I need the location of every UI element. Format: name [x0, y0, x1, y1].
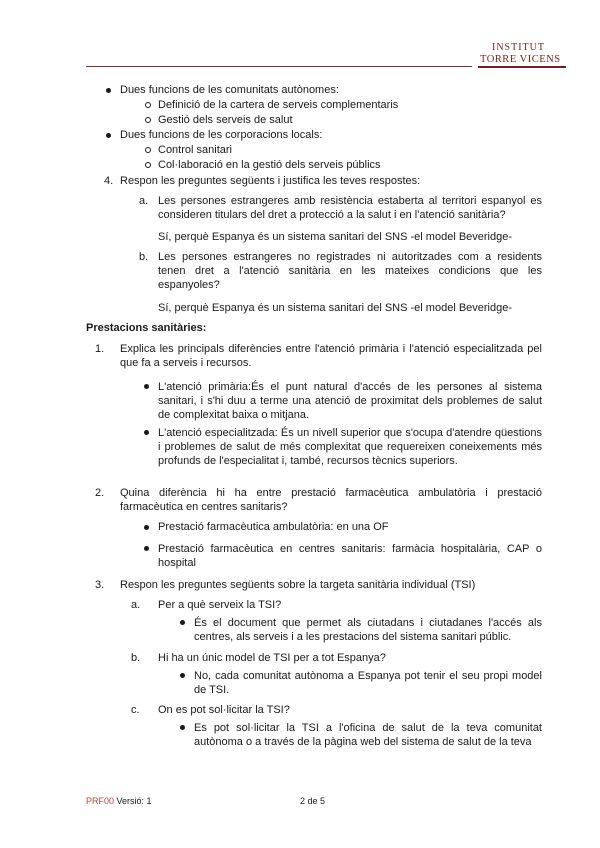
logo-line1: INSTITUT [492, 42, 545, 53]
answer-text: Sí, perquè Espanya és un sistema sanitari del SNS -el model Beveridge- [158, 302, 513, 314]
question-number: 4. [104, 175, 114, 187]
header-rule [86, 66, 472, 67]
question-text: Respon les preguntes següents i justifica les teves respostes: [120, 175, 421, 187]
answer-bullet: L'atenció especialitzada: És un nivell superior que s'ocupa d'atendre qüestions i problemes de salut de més complexitat que requereixen coneixements més profunds de l'especialitat i, també, recursos tècnics superiors. [158, 427, 542, 468]
answer-bullet: Es pot sol·licitar la TSI a l'oficina de salut de la teva comunitat autònoma o a través de la pàgina web del sistema de salut de la teva [194, 722, 542, 749]
subquestion-label: c. [131, 704, 140, 716]
subquestion-label: a. [139, 195, 149, 207]
subquestion-text: Les persones estrangeres amb resistència estaberta al territori espanyol es consideren titulars del dret a protecció a la salut i en l'atenció sanitària? [158, 195, 542, 222]
logo-line2: TORRE VICENS [480, 54, 561, 65]
question-text: Explica les principals diferències entre l'atenció primària i l'atenció especialitzada pel que fa a serveis i recursos. [120, 343, 542, 370]
question-text: Respon les preguntes següents sobre la targeta sanitària individual (TSI) [120, 579, 476, 591]
footer-version: Versió: 1 [114, 796, 152, 806]
subquestion-text: Hi ha un únic model de TSI per a tot Espanya? [158, 652, 386, 664]
logo-bar [478, 66, 566, 68]
section-title: Prestacions sanitàries: [86, 322, 207, 334]
page-number: 2 de 5 [300, 796, 326, 806]
footer-code: PRF00 [86, 796, 115, 806]
list-subitem: Col·laboració en la gestió dels serveis públics [158, 159, 381, 171]
answer-bullet: L'atenció primària:És el punt natural d'accés de les persones al sistema sanitari, i s'hi duu a terme una atenció de proximitat dels problemes de salut de complexitat baixa o mitjana. [158, 381, 542, 422]
subquestion-text: Per a què serveix la TSI? [158, 599, 282, 611]
subquestion-label: b. [139, 251, 149, 263]
subquestion-label: a. [131, 599, 141, 611]
question-number: 2. [95, 487, 105, 499]
list-subitem: Definició de la cartera de serveis complementaris [158, 99, 399, 111]
question-text: Quina diferència hi ha entre prestació farmacèutica ambulatòria i prestació farmacèutica en centres sanitaris? [120, 487, 542, 514]
answer-bullet: No, cada comunitat autònoma a Espanya pot tenir el seu propi model de TSI. [194, 670, 542, 697]
footer-left [86, 796, 152, 806]
answer-bullet: És el document que permet als ciutadans i ciutadanes l'accés als centres, als serveis i a les prestacions del sistema sanitari públic. [194, 617, 542, 644]
list-subitem: Control sanitari [158, 144, 232, 156]
list-item: Dues funcions de les corporacions locals: [120, 129, 323, 141]
institution-logo [478, 40, 568, 74]
question-number: 1. [95, 343, 105, 355]
question-number: 3. [95, 579, 105, 591]
answer-bullet: Prestació farmacèutica en centres sanitaris: farmàcia hospitalària, CAP o hospital [158, 543, 542, 570]
subquestion-text: Les persones estrangeres no registrades ni autoritzades com a residents tenen dret a l'atenció sanitària en les mateixes condicions que les espanyoles? [158, 251, 542, 292]
list-item: Dues funcions de les comunitats autònomes: [120, 84, 339, 96]
answer-bullet: Prestació farmacèutica ambulatòria: en una OF [158, 521, 389, 533]
subquestion-label: b. [131, 652, 141, 664]
answer-text: Sí, perquè Espanya és un sistema sanitari del SNS -el model Beveridge- [158, 231, 513, 243]
subquestion-text: On es pot sol·licitar la TSI? [158, 704, 290, 716]
list-subitem: Gestió dels serveis de salut [158, 114, 293, 126]
